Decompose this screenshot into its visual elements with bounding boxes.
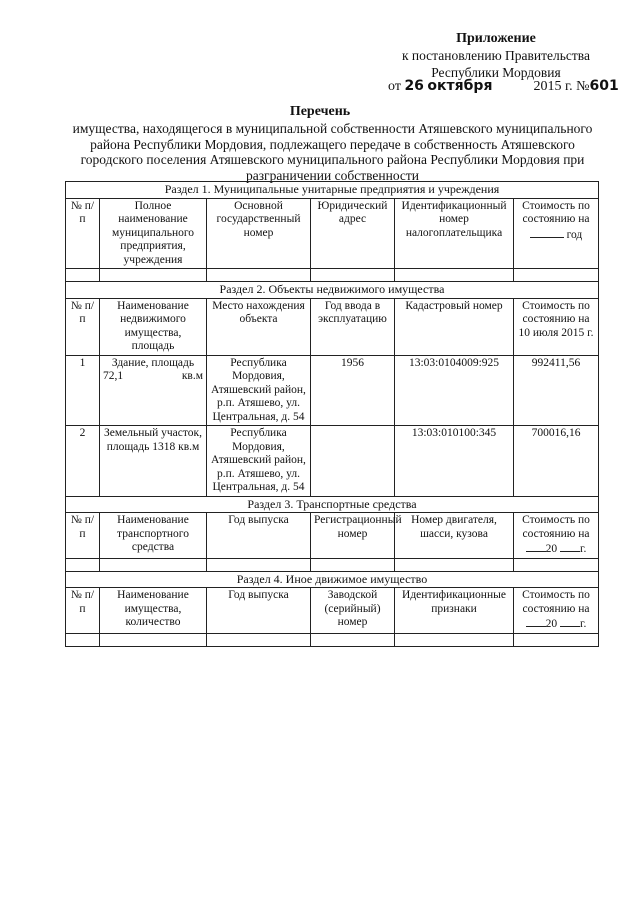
table-row	[66, 269, 599, 282]
appendix-line-1: к постановлению Правительства	[401, 48, 590, 63]
section-1-header-row	[66, 198, 599, 269]
column-header	[514, 588, 599, 634]
column-header: Идентификационные признаки	[395, 588, 514, 634]
empty-cell	[66, 558, 100, 571]
document-subtitle: имущества, находящегося в муниципальной собственности Атяшевского муниципального района Республики Мордовия, подлежащего передаче в собственность Атяшевского городского поселения Атяшевского муниципального района Республики Мордовия при разграничении собственности	[72, 121, 593, 183]
empty-cell	[311, 269, 395, 282]
decree-date-line	[388, 78, 619, 95]
empty-cell	[311, 558, 395, 571]
blank-underline	[526, 616, 546, 627]
column-header: Регистрационный номер	[311, 513, 395, 559]
section-title: Раздел 1. Муниципальные унитарные предприятия и учреждения	[66, 182, 599, 199]
date-prefix: от	[388, 79, 401, 94]
table-row	[66, 558, 599, 571]
column-header: № п/п	[66, 198, 100, 269]
table-row	[66, 355, 599, 426]
property-location: Республика Мордовия, Атяшевский район, р.п. Атяшево, ул. Центральная, д. 54	[207, 355, 311, 426]
section-3-title-row	[66, 496, 599, 513]
section-title: Раздел 3. Транспортные средства	[66, 496, 599, 513]
column-header: № п/п	[66, 588, 100, 634]
commission-year	[311, 426, 395, 497]
column-header: № п/п	[66, 513, 100, 559]
column-header: Идентификационный номер налогоплательщика	[395, 198, 514, 269]
cost-header-year: 20	[545, 543, 558, 555]
column-header: № п/п	[66, 298, 100, 355]
appendix-header	[402, 30, 590, 81]
empty-cell	[395, 269, 514, 282]
property-cost: 992411,56	[514, 355, 599, 426]
section-3-header-row	[66, 513, 599, 559]
column-header: Кадастровый номер	[395, 298, 514, 355]
property-name: Земельный участок, площадь 1318 кв.м	[100, 426, 207, 497]
column-header: Наименование имущества, количество	[100, 588, 207, 634]
empty-cell	[395, 558, 514, 571]
section-2-header-row	[66, 298, 599, 355]
section-4-title-row	[66, 571, 599, 588]
empty-cell	[207, 558, 311, 571]
document-title: Перечень	[289, 104, 351, 119]
cost-header-text: Стоимость по состоянию на	[522, 199, 590, 225]
empty-cell	[514, 633, 599, 646]
empty-cell	[66, 269, 100, 282]
blank-underline	[530, 227, 564, 238]
empty-cell	[207, 633, 311, 646]
empty-cell	[100, 558, 207, 571]
empty-cell	[100, 269, 207, 282]
column-header: Юридический адрес	[311, 198, 395, 269]
cost-header-suffix: г.	[580, 618, 587, 630]
empty-cell	[395, 633, 514, 646]
cost-header-year: 20	[545, 618, 558, 630]
decree-number: 601	[589, 78, 619, 94]
property-name: Здание, площадь 72,1 кв.м	[100, 355, 207, 426]
property-location: Республика Мордовия, Атяшевский район, р.п. Атяшево, ул. Центральная, д. 54	[207, 426, 311, 497]
empty-cell	[66, 633, 100, 646]
cadastral-number: 13:03:010100:345	[395, 426, 514, 497]
column-header: Год выпуска	[207, 588, 311, 634]
blank-underline	[526, 541, 546, 552]
column-header: Стоимость по состоянию на 10 июля 2015 г.	[514, 298, 599, 355]
empty-cell	[514, 269, 599, 282]
column-header: Наименование недвижимого имущества, площадь	[100, 298, 207, 355]
table-row	[66, 633, 599, 646]
cost-header-text: Стоимость по состоянию на	[522, 589, 590, 615]
column-header	[514, 513, 599, 559]
date-month: октября	[427, 78, 493, 94]
appendix-line-2: Республики Мордовия	[431, 65, 561, 80]
cost-header-suffix: г.	[580, 543, 587, 555]
cadastral-number: 13:03:0104009:925	[395, 355, 514, 426]
commission-year: 1956	[311, 355, 395, 426]
section-title: Раздел 2. Объекты недвижимого имущества	[66, 282, 599, 299]
column-header: Основной государственный номер	[207, 198, 311, 269]
section-title: Раздел 4. Иное движимое имущество	[66, 571, 599, 588]
property-list-table	[65, 181, 599, 647]
column-header: Год выпуска	[207, 513, 311, 559]
section-2-title-row	[66, 282, 599, 299]
column-header: Наименование транспортного средства	[100, 513, 207, 559]
table-row	[66, 426, 599, 497]
column-header: Номер двигателя, шасси, кузова	[395, 513, 514, 559]
empty-cell	[514, 558, 599, 571]
appendix-title: Приложение	[456, 31, 536, 46]
empty-cell	[207, 269, 311, 282]
empty-cell	[100, 633, 207, 646]
column-header: Заводской (серийный) номер	[311, 588, 395, 634]
date-year: 2015 г.	[533, 79, 573, 94]
property-cost: 700016,16	[514, 426, 599, 497]
row-number: 2	[66, 426, 100, 497]
number-sign: №	[576, 79, 590, 94]
cost-header-suffix: год	[566, 228, 583, 241]
column-header: Полное наименование муниципального предприятия, учреждения	[100, 198, 207, 269]
blank-underline	[560, 616, 580, 627]
date-day: 26	[404, 78, 424, 94]
row-number: 1	[66, 355, 100, 426]
column-header: Год ввода в эксплуатацию	[311, 298, 395, 355]
column-header: Место нахождения объекта	[207, 298, 311, 355]
blank-underline	[560, 541, 580, 552]
section-4-header-row	[66, 588, 599, 634]
cost-header-text: Стоимость по состоянию на	[522, 514, 590, 540]
column-header	[514, 198, 599, 269]
empty-cell	[311, 633, 395, 646]
section-1-title-row	[66, 182, 599, 199]
